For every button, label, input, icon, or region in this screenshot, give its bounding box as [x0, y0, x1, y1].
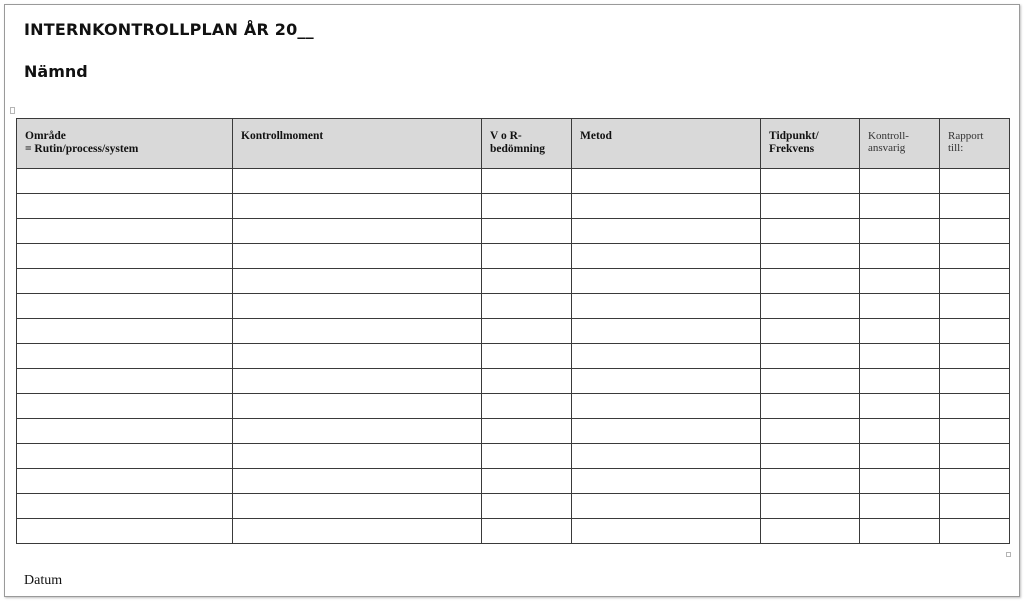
table-cell[interactable] [17, 344, 233, 369]
table-cell[interactable] [482, 369, 572, 394]
table-cell[interactable] [233, 369, 482, 394]
table-cell[interactable] [482, 394, 572, 419]
table-row [17, 219, 1010, 244]
table-cell[interactable] [572, 369, 761, 394]
table-cell[interactable] [940, 169, 1010, 194]
table-row [17, 444, 1010, 469]
table-cell[interactable] [572, 469, 761, 494]
table-cell[interactable] [761, 194, 860, 219]
table-cell[interactable] [860, 244, 940, 269]
table-cell[interactable] [482, 244, 572, 269]
document-page [4, 4, 1020, 597]
table-cell[interactable] [860, 269, 940, 294]
header-cell-metod: Metod [572, 119, 761, 169]
table-cell[interactable] [17, 419, 233, 444]
table-cell[interactable] [572, 294, 761, 319]
table-cell[interactable] [233, 444, 482, 469]
table-cell[interactable] [860, 394, 940, 419]
table-cell[interactable] [17, 444, 233, 469]
table-cell[interactable] [17, 469, 233, 494]
committee-label: Nämnd [24, 62, 88, 81]
table-cell[interactable] [761, 319, 860, 344]
table-cell[interactable] [17, 519, 233, 544]
table-cell[interactable] [572, 394, 761, 419]
table-cell[interactable] [940, 419, 1010, 444]
table-cell[interactable] [17, 169, 233, 194]
table-cell[interactable] [860, 169, 940, 194]
table-row [17, 344, 1010, 369]
table-cell[interactable] [940, 194, 1010, 219]
table-cell[interactable] [940, 269, 1010, 294]
table-move-handle[interactable] [10, 107, 15, 114]
table-cell[interactable] [761, 269, 860, 294]
table-cell[interactable] [482, 319, 572, 344]
table-cell[interactable] [233, 294, 482, 319]
table-cell[interactable] [940, 494, 1010, 519]
table-cell[interactable] [233, 319, 482, 344]
table-row [17, 319, 1010, 344]
table-cell[interactable] [761, 469, 860, 494]
table-row [17, 419, 1010, 444]
table-cell[interactable] [860, 419, 940, 444]
date-label: Datum [24, 573, 63, 588]
table-cell[interactable] [482, 519, 572, 544]
table-cell[interactable] [17, 219, 233, 244]
table-cell[interactable] [860, 494, 940, 519]
table-cell[interactable] [233, 394, 482, 419]
table-cell[interactable] [761, 219, 860, 244]
table-cell[interactable] [940, 469, 1010, 494]
table-cell[interactable] [17, 494, 233, 519]
table-cell[interactable] [940, 344, 1010, 369]
table-cell[interactable] [17, 319, 233, 344]
table-cell[interactable] [233, 344, 482, 369]
table-cell[interactable] [761, 244, 860, 269]
table-cell[interactable] [940, 394, 1010, 419]
table-cell[interactable] [572, 344, 761, 369]
table-row [17, 194, 1010, 219]
table-row [17, 494, 1010, 519]
table-row [17, 519, 1010, 544]
table-cell[interactable] [940, 244, 1010, 269]
table-cell[interactable] [233, 419, 482, 444]
table-cell[interactable] [761, 369, 860, 394]
table-row [17, 244, 1010, 269]
table-cell[interactable] [17, 244, 233, 269]
table-cell[interactable] [482, 169, 572, 194]
table-row [17, 394, 1010, 419]
table-cell[interactable] [572, 244, 761, 269]
table-cell[interactable] [572, 419, 761, 444]
table-cell[interactable] [860, 344, 940, 369]
header-cell-ansvarig: Kontroll- ansvarig [860, 119, 940, 169]
header-cell-risk-assessment: V o R- bedömning [482, 119, 572, 169]
table-cell[interactable] [940, 444, 1010, 469]
table-cell[interactable] [482, 294, 572, 319]
table-cell[interactable] [572, 319, 761, 344]
table-cell[interactable] [761, 419, 860, 444]
table-cell[interactable] [572, 494, 761, 519]
table-cell[interactable] [233, 244, 482, 269]
table-cell[interactable] [860, 369, 940, 394]
table-cell[interactable] [860, 294, 940, 319]
table-cell[interactable] [572, 194, 761, 219]
table-cell[interactable] [572, 269, 761, 294]
table-cell[interactable] [940, 219, 1010, 244]
table-cell[interactable] [482, 219, 572, 244]
table-cell[interactable] [940, 519, 1010, 544]
table-cell[interactable] [761, 494, 860, 519]
table-cell[interactable] [572, 169, 761, 194]
table-cell[interactable] [482, 194, 572, 219]
table-cell[interactable] [233, 269, 482, 294]
table-cell[interactable] [233, 169, 482, 194]
table-cell[interactable] [860, 219, 940, 244]
table-cell[interactable] [860, 194, 940, 219]
header-cell-kontrollmoment: Kontrollmoment [233, 119, 482, 169]
table-cell[interactable] [482, 344, 572, 369]
table-cell[interactable] [761, 519, 860, 544]
table-cell[interactable] [482, 269, 572, 294]
table-cell[interactable] [17, 394, 233, 419]
table-cell[interactable] [761, 344, 860, 369]
table-cell[interactable] [17, 269, 233, 294]
table-row [17, 294, 1010, 319]
table-cell[interactable] [482, 419, 572, 444]
table-cell[interactable] [761, 169, 860, 194]
table-cell[interactable] [940, 294, 1010, 319]
table-cell[interactable] [17, 369, 233, 394]
table-cell[interactable] [860, 444, 940, 469]
table-cell[interactable] [860, 469, 940, 494]
table-cell[interactable] [233, 494, 482, 519]
table-cell[interactable] [572, 444, 761, 469]
table-cell[interactable] [482, 494, 572, 519]
table-cell[interactable] [17, 294, 233, 319]
table-cell[interactable] [482, 444, 572, 469]
table-cell[interactable] [860, 319, 940, 344]
table-cell[interactable] [233, 219, 482, 244]
table-cell[interactable] [940, 369, 1010, 394]
table-row [17, 269, 1010, 294]
table-row [17, 169, 1010, 194]
header-cell-tidpunkt: Tidpunkt/ Frekvens [761, 119, 860, 169]
table-resize-handle[interactable] [1006, 552, 1011, 557]
table-cell[interactable] [17, 194, 233, 219]
table-cell[interactable] [761, 294, 860, 319]
table-cell[interactable] [860, 519, 940, 544]
table-cell[interactable] [761, 444, 860, 469]
document-title: INTERNKONTROLLPLAN ÅR 20__ [24, 20, 314, 39]
internal-control-plan-table [16, 118, 1010, 544]
table-cell[interactable] [482, 469, 572, 494]
table-cell[interactable] [940, 319, 1010, 344]
table-cell[interactable] [233, 519, 482, 544]
table-cell[interactable] [572, 519, 761, 544]
header-row [17, 119, 1010, 169]
table-cell[interactable] [233, 469, 482, 494]
table-row [17, 369, 1010, 394]
header-cell-rapport: Rapport till: [940, 119, 1010, 169]
table-cell[interactable] [233, 194, 482, 219]
table-cell[interactable] [572, 219, 761, 244]
table-row [17, 469, 1010, 494]
table-cell[interactable] [761, 394, 860, 419]
header-cell-omrade: Område = Rutin/process/system [17, 119, 233, 169]
